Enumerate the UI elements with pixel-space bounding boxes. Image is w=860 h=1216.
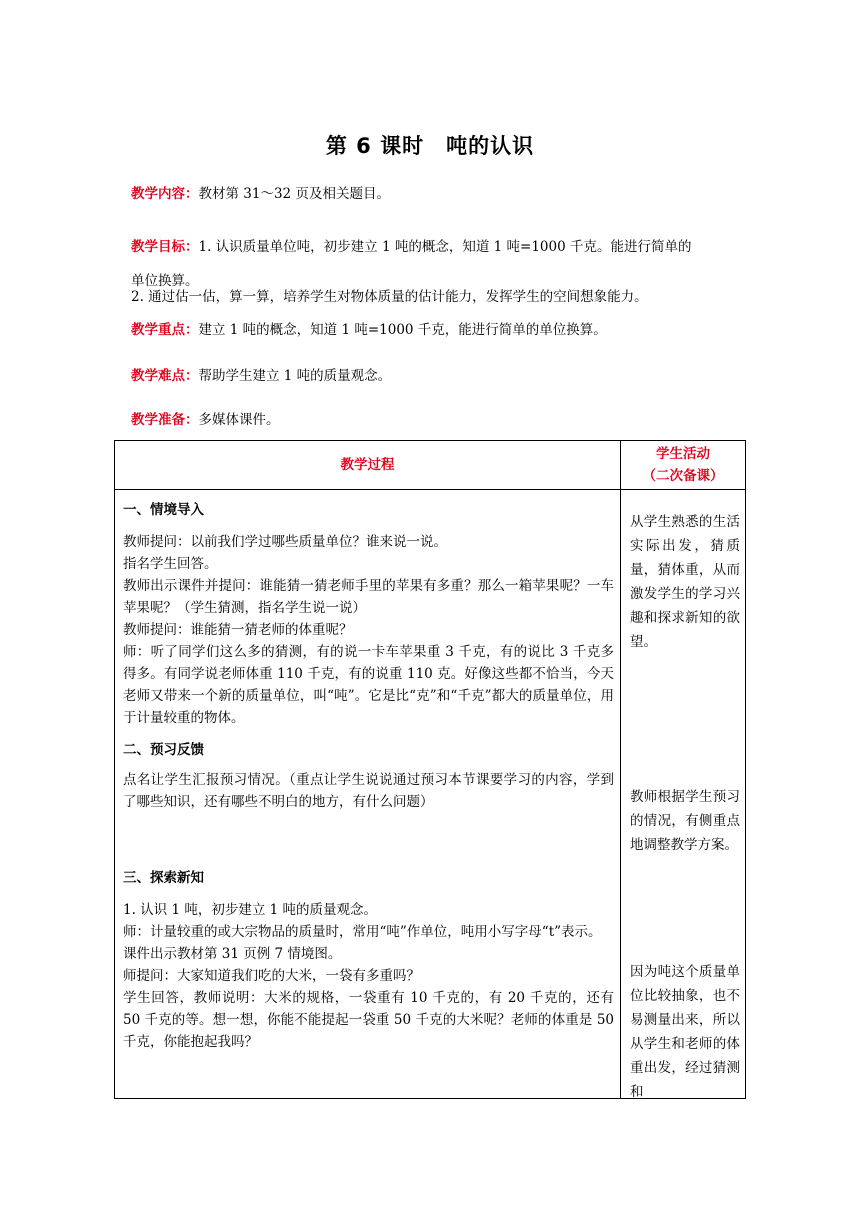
header-student-activity-line1: 学生活动	[656, 446, 710, 462]
teaching-preparation-value: 多媒体课件。	[198, 412, 280, 428]
section-3-line: 师：计量较重的或大宗物品的质量时，常用“吨”作单位，吨用小写字母“t”表示。	[123, 924, 602, 940]
teaching-goals-label: 教学目标：	[131, 239, 199, 255]
section-1-body	[123, 531, 614, 729]
header-student-activity	[621, 441, 746, 490]
section-3-body	[123, 899, 614, 1053]
teaching-difficulty-value: 帮助学生建立 1 吨的质量观念。	[198, 368, 392, 384]
side-note-3: 因为吨这个质量单位比较抽象，也不易测量出来，所以从学生和老师的体重出发，经过猜测和	[630, 964, 740, 1100]
section-heading-3: 三、探索新知	[123, 870, 204, 886]
teaching-content-label: 教学内容：	[131, 186, 199, 202]
table-header-row	[115, 441, 746, 490]
teaching-preparation-label: 教学准备：	[131, 412, 199, 428]
section-1-line: 教师提问：以前我们学过哪些质量单位？谁来说一说。	[123, 534, 447, 550]
teaching-goal-2: 2. 通过估一估，算一算，培养学生对物体质量的估计能力，发挥学生的空间想象能力。	[131, 289, 648, 305]
teaching-difficulty-label: 教学难点：	[131, 368, 199, 384]
side-note-2: 教师根据学生预习的情况，有侧重点地调整教学方案。	[630, 789, 740, 853]
student-activity-cell	[621, 490, 746, 1099]
teaching-difficulty	[131, 366, 746, 386]
section-1-line: 师：听了同学们这么多的猜测，有的说一卡车苹果重 3 千克，有的说比 3 千克多得多。有同学说老师体重 110 千克，有的说重 110 克。好像这些都不恰当，今天老师又带来一个新的质量单位，叫“吨”。它是比“克”和“千克”都大的质量单位，用于计量较重的物体。	[123, 644, 614, 726]
teaching-content	[131, 184, 746, 204]
section-1-line: 教师出示课件并提问：谁能猜一猜老师手里的苹果有多重？那么一箱苹果呢？一车苹果呢？（学生猜测，指名学生说一说）	[123, 578, 614, 616]
section-3-line: 1. 认识 1 吨，初步建立 1 吨的质量观念。	[123, 902, 378, 918]
section-3-line: 学生回答，教师说明：大米的规格，一袋重有 10 千克的，有 20 千克的，还有 50 千克的等。想一想，你能不能提起一袋重 50 千克的大米呢？老师的体重是 50 千克，你能抱起我吗？	[123, 990, 614, 1050]
header-teaching-process: 教学过程	[115, 441, 621, 490]
section-heading-2: 二、预习反馈	[123, 742, 204, 758]
teaching-content-value: 教材第 31～32 页及相关题目。	[198, 186, 390, 202]
teaching-process-cell	[115, 490, 621, 1099]
section-1-line: 指名学生回答。	[123, 556, 218, 572]
teaching-focus	[131, 320, 746, 340]
section-2-line: 点名让学生汇报预习情况。（重点让学生说说通过预习本节课要学习的内容，学到了哪些知识，还有哪些不明白的地方，有什么问题）	[123, 772, 614, 810]
teaching-focus-value: 建立 1 吨的概念，知道 1 吨=1000 千克，能进行简单的单位换算。	[198, 322, 607, 338]
section-3-line: 师提问：大家知道我们吃的大米，一袋有多重吗？	[123, 968, 420, 984]
section-2-body	[123, 769, 614, 813]
section-1-line: 教师提问：谁能猜一猜老师的体重呢？	[123, 622, 353, 638]
section-heading-1: 一、情境导入	[123, 502, 204, 518]
page-title: 第 6 课时 吨的认识	[325, 134, 535, 158]
teaching-focus-label: 教学重点：	[131, 322, 199, 338]
side-note-1: 从学生熟悉的生活实际出发，猜质量，猜体重，从而激发学生的学习兴趣和探求新知的欲望。	[630, 514, 740, 650]
table-body-row	[115, 490, 746, 1099]
teaching-preparation	[131, 410, 746, 430]
teaching-goal-1: 1. 认识质量单位吨，初步建立 1 吨的概念，知道 1 吨=1000 千克。能进行简单的	[198, 239, 692, 255]
teaching-goal-1-cont: 单位换算。	[131, 273, 199, 289]
lesson-table	[114, 440, 746, 1099]
section-3-line: 课件出示教材第 31 页例 7 情境图。	[123, 946, 342, 962]
header-student-activity-line2: （二次备课）	[642, 468, 724, 484]
